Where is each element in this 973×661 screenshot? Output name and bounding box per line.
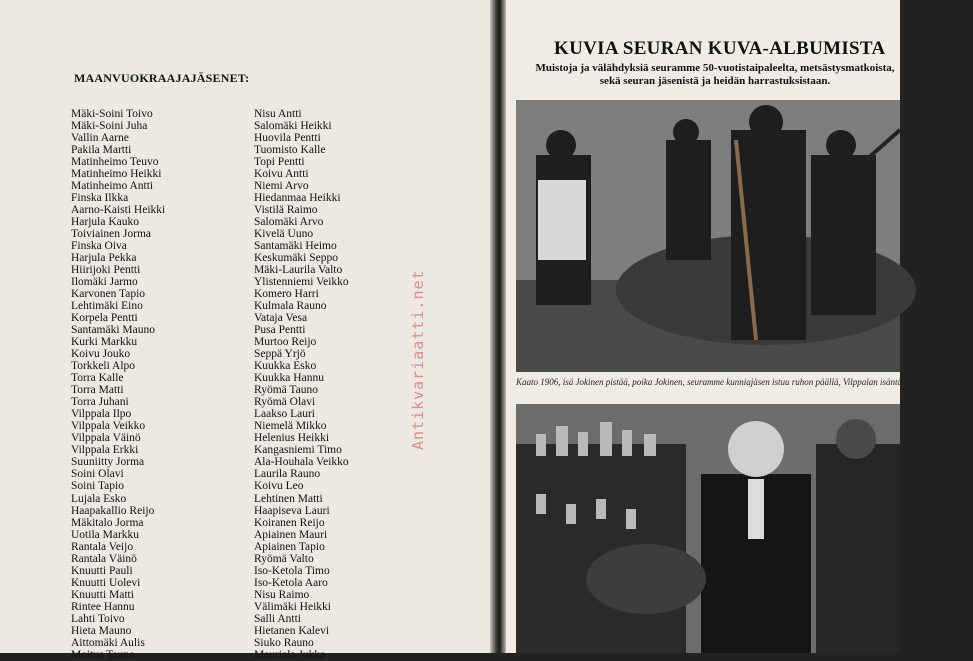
trophy-photo-art	[516, 404, 900, 653]
member-name: Mäki-Soini Toivo	[71, 108, 153, 120]
member-name: Vilppala Väinö	[71, 432, 141, 445]
album-subtitle: Muistoja ja välähdyksiä seuramme 50-vuotistaipaleelta, metsästysmatkoista, sekä seuran jäsenistä ja heidän harrastuksistaan.	[535, 62, 895, 87]
member-name: Finska Ilkka	[71, 192, 129, 205]
member-name: Torra Matti	[71, 384, 124, 397]
member-name: Hiirijoki Pentti	[71, 264, 141, 277]
member-name: Torra Juhani	[71, 396, 129, 409]
member-name: Topi Pentti	[254, 156, 305, 169]
hunting-photo	[516, 100, 900, 372]
member-name: Torra Kalle	[71, 372, 124, 385]
member-name: Vistilä Raimo	[254, 204, 318, 217]
trophy-photo	[516, 404, 900, 653]
watermark-text: Antikvariaatti.net	[409, 269, 427, 450]
member-name: Mäki-Soini Juha	[71, 120, 148, 133]
member-name: Knuutti Pauli	[71, 564, 133, 577]
member-name: Knuutti Matti	[71, 588, 134, 601]
member-name: Finska Oiva	[71, 240, 127, 253]
member-name: Kivelä Uuno	[254, 228, 314, 241]
member-name: Haapakallio Reijo	[71, 504, 155, 517]
member-name: Koivu Antti	[254, 168, 309, 181]
member-name: Apiainen Mauri	[254, 528, 328, 541]
member-name: Soini Olavi	[71, 468, 124, 481]
member-name: Huovila Pentti	[254, 132, 321, 145]
member-name: Matinheimo Teuvo	[71, 156, 159, 169]
member-name: Koivu Leo	[254, 480, 304, 493]
member-name: Hiedanmaa Heikki	[254, 192, 341, 205]
member-name: Suuniitty Jorma	[71, 456, 145, 469]
member-name: Kuukka Hannu	[254, 372, 324, 385]
member-name: Aittomäki Aulis	[71, 636, 145, 649]
member-name: Ryömä Tauno	[254, 384, 319, 397]
member-name: Hieta Mauno	[71, 624, 132, 637]
member-name: Salomäki Arvo	[254, 216, 324, 229]
member-name: Komero Harri	[254, 288, 319, 301]
member-name: Salli Antti	[254, 612, 301, 625]
member-name: Lehtinen Matti	[254, 492, 323, 505]
member-name: Ala-Houhala Veikko	[254, 456, 349, 469]
member-name: Ryömä Valto	[254, 552, 314, 565]
member-name: Kuukka Esko	[254, 360, 317, 373]
member-name: Laakso Lauri	[254, 408, 315, 421]
member-name: Kurki Markku	[71, 336, 138, 349]
member-name: Tuomisto Kalle	[254, 144, 326, 157]
book-gutter	[490, 0, 506, 653]
member-name: Niemi Arvo	[254, 180, 309, 193]
member-name: Mäki-Laurila Valto	[254, 264, 343, 277]
member-name: Lujala Esko	[71, 492, 127, 505]
member-name: Soini Tapio	[71, 480, 124, 493]
member-name: Matinheimo Heikki	[71, 168, 162, 181]
member-name: Vilppala Erkki	[71, 444, 139, 457]
member-name: Seppä Yrjö	[254, 348, 306, 361]
member-name: Harjula Kauko	[71, 216, 140, 229]
member-list-column-2	[254, 108, 349, 661]
member-name: Matinheimo Antti	[71, 180, 154, 193]
member-name: Lehtimäki Eino	[71, 300, 143, 313]
member-list-heading: MAANVUOKRAAJAJÄSENET:	[74, 71, 250, 85]
album-title: KUVIA SEURAN KUVA-ALBUMISTA	[554, 38, 886, 59]
member-name: Haapiseva Lauri	[254, 504, 330, 517]
member-name: Kangasniemi Timo	[254, 444, 342, 457]
photo-caption: Kaato 1906, isä Jokinen pistää, poika Jokinen, seuramme kunniajäsen istuu ruhon päällä, Vilppalan isäntä pitää viinaplaskua.	[516, 377, 973, 387]
member-name: Niemelä Mikko	[254, 420, 327, 433]
member-name: Toiviainen Jorma	[71, 228, 151, 241]
member-name: Iso-Ketola Aaro	[254, 576, 328, 589]
member-name: Santamäki Heimo	[254, 240, 337, 253]
member-name: Välimäki Heikki	[254, 600, 331, 613]
member-name: Iso-Ketola Timo	[254, 564, 330, 577]
member-list-column-1	[71, 108, 165, 661]
right-page	[506, 0, 973, 653]
member-name: Uotila Markku	[71, 528, 140, 541]
member-name: Knuutti Uolevi	[71, 576, 141, 589]
member-name: Ilomäki Jarmo	[71, 276, 138, 289]
member-name: Karvonen Tapio	[71, 288, 146, 301]
watermark	[393, 250, 427, 450]
member-name: Lahti Toivo	[71, 612, 125, 625]
member-name: Kulmala Rauno	[254, 300, 327, 313]
member-name: Nisu Raimo	[254, 588, 310, 601]
hunting-photo-art	[516, 100, 900, 372]
member-name: Torkkeli Alpo	[71, 360, 136, 373]
member-name: Rantala Veijo	[71, 540, 134, 553]
member-name: Harjula Pekka	[71, 252, 137, 265]
member-name: Santamäki Mauno	[71, 324, 155, 337]
member-name: Vilppala Veikko	[71, 420, 146, 433]
member-name: Murtoo Reijo	[254, 336, 317, 349]
member-name: Laurila Rauno	[254, 468, 321, 481]
member-name: Pakila Martti	[71, 144, 132, 157]
member-name: Rintee Hannu	[71, 600, 135, 613]
member-name: Koiranen Reijo	[254, 516, 325, 529]
member-name: Apiainen Tapio	[254, 540, 325, 553]
member-name: Ryömä Olavi	[254, 396, 316, 409]
member-name: Helenius Heikki	[254, 432, 330, 445]
member-name: Mauriala Jukka	[254, 648, 326, 661]
member-name: Ylistenniemi Veikko	[254, 276, 349, 289]
member-name: Salomäki Heikki	[254, 120, 332, 133]
member-name: Nisu Antti	[254, 108, 302, 120]
member-name: Siuko Rauno	[254, 636, 314, 649]
member-name: Koivu Jouko	[71, 348, 131, 361]
member-name: Vataja Vesa	[254, 312, 308, 325]
member-name: Mäkitalo Jorma	[71, 516, 144, 529]
member-name: Vallin Aarne	[71, 132, 129, 145]
member-name: Pusa Pentti	[254, 324, 306, 337]
member-name: Korpela Pentti	[71, 312, 138, 325]
member-name: Hietanen Kalevi	[254, 624, 330, 637]
member-name: Moitus Tauno	[71, 648, 135, 661]
member-name: Rantala Väinö	[71, 552, 137, 565]
member-name: Keskumäki Seppo	[254, 252, 339, 265]
member-name: Aarno-Kaisti Heikki	[71, 204, 166, 217]
member-name: Vilppala Ilpo	[71, 408, 132, 421]
